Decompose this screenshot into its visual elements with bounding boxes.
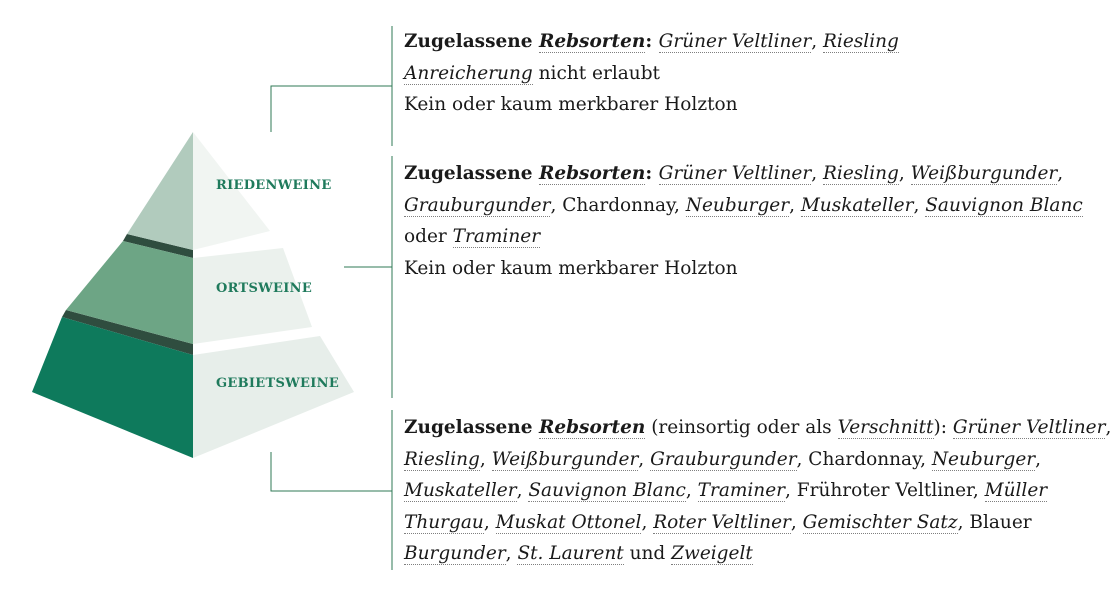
light-face-middle bbox=[193, 248, 312, 344]
term-muskateller[interactable]: Muskateller bbox=[404, 480, 517, 501]
gebietsweine-line-5 bbox=[404, 538, 1076, 570]
term-zweigelt[interactable]: Zweigelt bbox=[671, 543, 753, 564]
text-blauer: , Blauer bbox=[957, 511, 1032, 533]
term-weissburgunder[interactable]: Weißburgunder bbox=[910, 163, 1058, 184]
term-blauer-burgunder[interactable]: Burgunder bbox=[404, 543, 506, 564]
term-st-laurent[interactable]: St. Laurent bbox=[517, 543, 624, 564]
term-gemischter-satz[interactable]: Gemischter Satz bbox=[802, 511, 958, 533]
term-muskat-ottonel[interactable]: Muskat Ottonel bbox=[495, 511, 642, 533]
term-riesling[interactable]: Riesling bbox=[404, 448, 480, 470]
term-rebsorten[interactable]: Rebsorten bbox=[538, 163, 646, 184]
text-sep: , bbox=[1035, 448, 1042, 470]
ortsweine-line-1 bbox=[404, 158, 1076, 190]
term-mueller-thurgau-part1[interactable]: Müller bbox=[984, 480, 1048, 501]
term-mueller-thurgau-part2[interactable]: Thurgau bbox=[404, 511, 484, 533]
term-grauburgunder[interactable]: Grauburgunder bbox=[650, 448, 797, 470]
riedenweine-line-3 bbox=[404, 89, 1076, 121]
term-sauvignon-blanc[interactable]: Sauvignon Blanc bbox=[528, 480, 686, 501]
term-gruener-veltliner[interactable]: Grüner Veltliner bbox=[658, 31, 812, 52]
text-sep: , bbox=[641, 511, 654, 533]
text-sep: , bbox=[1105, 417, 1111, 438]
gebietsweine-line-4 bbox=[404, 507, 1076, 539]
term-traminer[interactable]: Traminer bbox=[452, 226, 541, 247]
riedenweine-description bbox=[404, 26, 1076, 121]
text-fruehroter-veltliner: , Frühroter Veltliner, bbox=[785, 480, 985, 501]
text-und: und bbox=[623, 543, 672, 564]
tier-label-ortsweine: ORTSWEINE bbox=[216, 281, 313, 296]
text-oder: oder bbox=[404, 226, 453, 247]
term-gruener-veltliner[interactable]: Grüner Veltliner bbox=[658, 163, 812, 184]
term-weissburgunder[interactable]: Weißburgunder bbox=[491, 448, 639, 470]
term-traminer[interactable]: Traminer bbox=[697, 480, 786, 501]
text-holzton: Kein oder kaum merkbarer Holzton bbox=[404, 257, 738, 279]
term-verschnitt[interactable]: Verschnitt bbox=[837, 417, 934, 438]
text-sep: , bbox=[685, 480, 698, 501]
term-rebsorten[interactable]: Rebsorten bbox=[538, 417, 646, 438]
term-gruener-veltliner[interactable]: Grüner Veltliner bbox=[952, 417, 1106, 438]
term-riesling[interactable]: Riesling bbox=[822, 163, 899, 184]
text-sep: , bbox=[516, 480, 529, 501]
light-face-bottom bbox=[193, 336, 354, 458]
text-sep: , bbox=[479, 448, 492, 470]
text-sep: ): bbox=[933, 417, 953, 438]
gebietsweine-line-2 bbox=[404, 444, 1076, 476]
connector-riedenweine bbox=[271, 86, 392, 132]
tier-label-gebietsweine: GEBIETSWEINE bbox=[216, 376, 340, 391]
term-anreicherung[interactable]: Anreicherung bbox=[404, 62, 533, 84]
text-sep: , bbox=[505, 543, 518, 564]
tier-label-riedenweine: RIEDENWEINE bbox=[216, 178, 332, 193]
term-riesling[interactable]: Riesling bbox=[822, 31, 899, 52]
text-zugelassene: Zugelassene bbox=[404, 163, 539, 184]
text-chardonnay: , Chardonnay, bbox=[796, 448, 932, 470]
connector-gebietsweine bbox=[271, 452, 392, 491]
term-roter-veltliner[interactable]: Roter Veltliner bbox=[653, 511, 791, 533]
text-sep: , bbox=[811, 31, 823, 52]
gebietsweine-line-3 bbox=[404, 475, 1076, 507]
ortsweine-description bbox=[404, 158, 1083, 284]
term-grauburgunder[interactable]: Grauburgunder bbox=[404, 194, 551, 216]
tier-top-riedenweine bbox=[127, 132, 193, 250]
text-sep: , bbox=[638, 448, 651, 470]
text-sep: , bbox=[483, 511, 496, 533]
riedenweine-line-1 bbox=[404, 26, 1076, 58]
text-holzton: Kein oder kaum merkbarer Holzton bbox=[404, 94, 738, 115]
text-sep: , bbox=[1057, 163, 1064, 184]
gebietsweine-line-1 bbox=[404, 412, 1111, 444]
text-sep: , bbox=[898, 163, 911, 184]
term-neuburger[interactable]: Neuburger bbox=[685, 194, 790, 216]
term-neuburger[interactable]: Neuburger bbox=[931, 448, 1036, 470]
gebietsweine-description bbox=[404, 412, 1111, 570]
text-colon: : bbox=[645, 31, 659, 52]
pyramid bbox=[32, 132, 354, 458]
text-zugelassene: Zugelassene bbox=[404, 31, 539, 52]
ortsweine-line-4 bbox=[404, 253, 1076, 285]
term-sauvignon-blanc[interactable]: Sauvignon Blanc bbox=[925, 194, 1083, 216]
text-sep: , bbox=[913, 194, 926, 216]
text-sep: , bbox=[811, 163, 823, 184]
text-nicht-erlaubt: nicht erlaubt bbox=[532, 62, 660, 84]
ortsweine-line-2 bbox=[404, 190, 1083, 222]
text-chardonnay: , Chardonnay, bbox=[550, 194, 686, 216]
text-colon: : bbox=[645, 163, 659, 184]
text-sep: , bbox=[790, 511, 803, 533]
text-reinsortig: (reinsortig oder als bbox=[645, 417, 838, 438]
term-muskateller[interactable]: Muskateller bbox=[800, 194, 914, 216]
text-sep: , bbox=[789, 194, 801, 216]
term-rebsorten[interactable]: Rebsorten bbox=[538, 31, 646, 52]
text-zugelassene: Zugelassene bbox=[404, 417, 539, 438]
riedenweine-line-2 bbox=[404, 58, 1076, 90]
ortsweine-line-3 bbox=[404, 221, 1076, 253]
